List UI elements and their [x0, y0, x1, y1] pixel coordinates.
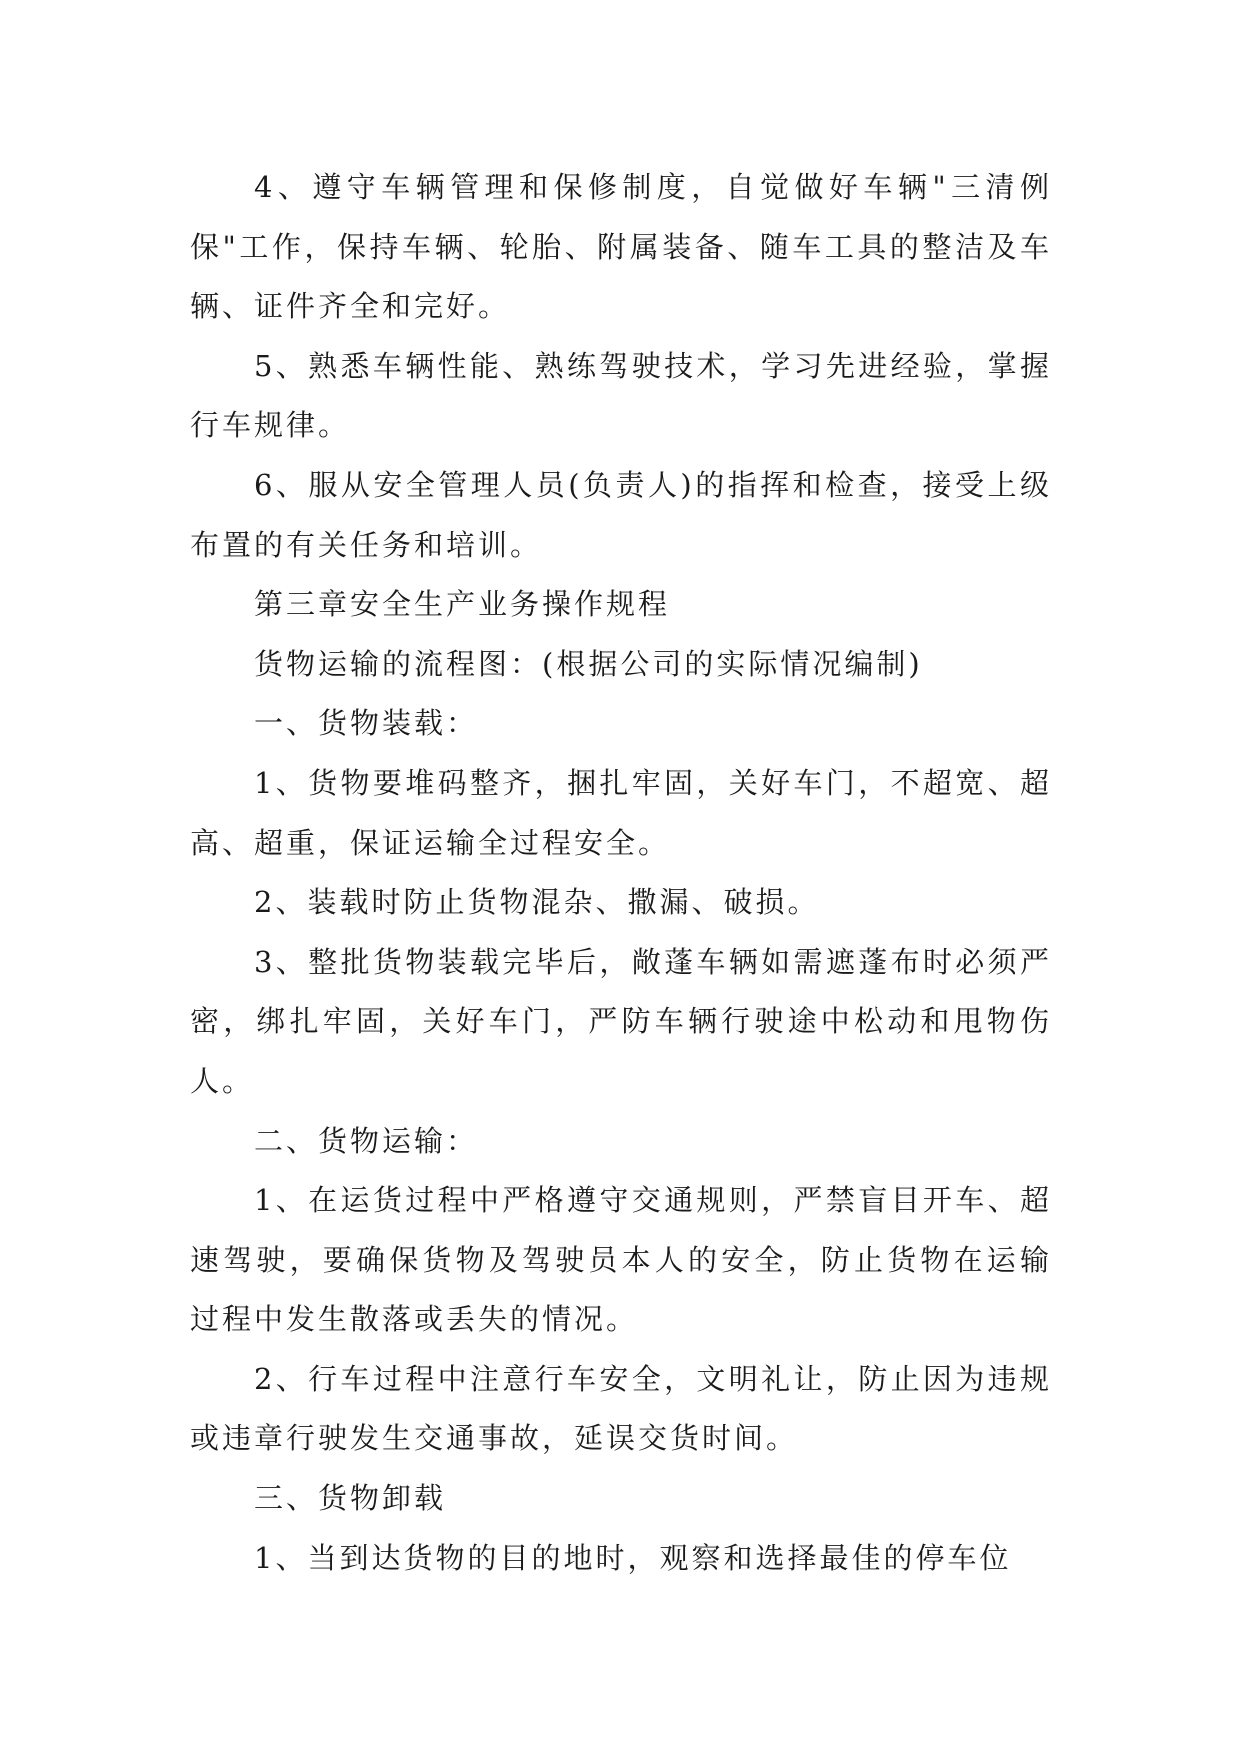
paragraph-rule-6: 6、服从安全管理人员(负责人)的指挥和检查，接受上级布置的有关任务和培训。 — [190, 467, 1052, 562]
section-heading-unloading: 三、货物卸载 — [254, 1481, 447, 1516]
paragraph-transport-2: 2、行车过程中注意行车安全，文明礼让，防止因为违规或违章行驶发生交通事故，延误交货时间。 — [190, 1361, 1052, 1456]
section-heading-loading: 一、货物装载： — [254, 706, 479, 741]
section-heading-transport: 二、货物运输： — [254, 1123, 479, 1158]
paragraph-rule-5: 5、熟悉车辆性能、熟练驾驶技术，学习先进经验，掌握行车规律。 — [190, 348, 1052, 443]
paragraph-loading-1: 1、货物要堆码整齐，捆扎牢固，关好车门，不超宽、超高、超重，保证运输全过程安全。 — [190, 765, 1052, 860]
chapter-heading: 第三章安全生产业务操作规程 — [254, 587, 671, 622]
paragraph-rule-4: 4、遵守车辆管理和保修制度，自觉做好车辆"三清例保"工作，保持车辆、轮胎、附属装备、随车工具的整洁及车辆、证件齐全和完好。 — [190, 170, 1052, 324]
flowchart-note: 货物运输的流程图：(根据公司的实际情况编制) — [254, 646, 923, 681]
document-body — [190, 158, 1052, 1588]
paragraph-loading-2: 2、装载时防止货物混杂、撒漏、破损。 — [254, 885, 820, 920]
paragraph-loading-3: 3、整批货物装载完毕后，敞蓬车辆如需遮蓬布时必须严密，绑扎牢固，关好车门，严防车辆行驶途中松动和甩物伤人。 — [190, 944, 1052, 1098]
paragraph-unloading-1: 1、当到达货物的目的地时，观察和选择最佳的停车位 — [254, 1540, 1012, 1575]
paragraph-transport-1: 1、在运货过程中严格遵守交通规则，严禁盲目开车、超速驾驶，要确保货物及驾驶员本人的安全，防止货物在运输过程中发生散落或丢失的情况。 — [190, 1183, 1052, 1337]
